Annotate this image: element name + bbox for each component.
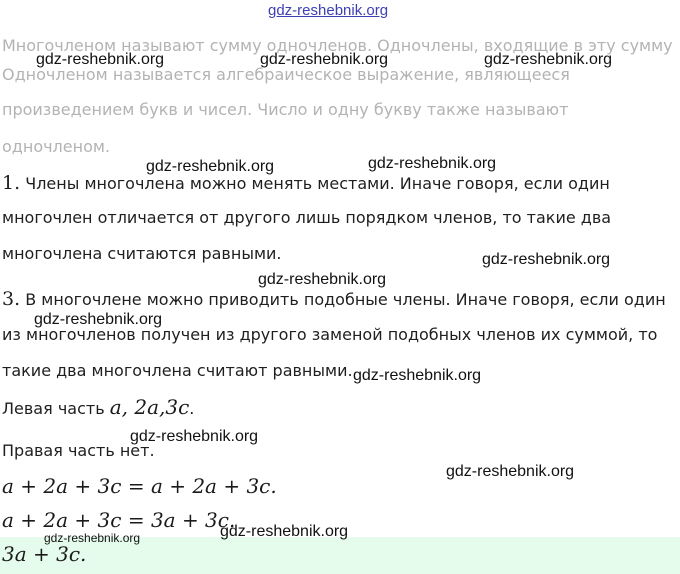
watermark: gdz-reshebnik.org [368,155,497,172]
left-part-label: Левая часть [2,399,105,418]
rule-1-line-1 [2,172,610,194]
site-header [0,0,680,26]
rule-1-line-3: многочлена считаются равными. [2,244,282,263]
left-part-end: . [189,399,195,418]
watermark: gdz-reshebnik.org [44,531,141,545]
rule-3-text-1: В многочлене можно приводить подобные члены. Иначе говоря, если один [25,290,666,309]
definition-line-2: Одночленом называется алгебраическое выражение, являющееся [2,65,570,84]
definition-line-1: Многочленом называют сумму одночленов. Одночлены, входящие в эту сумму [2,36,673,55]
equation-1-equals: = [127,474,145,498]
watermark: gdz-reshebnik.org [484,51,613,68]
definition-line-3: произведением букв и чисел. Число и одну букву также называют [2,100,569,119]
watermark: gdz-reshebnik.org [146,158,275,175]
watermark: gdz-reshebnik.org [260,51,389,68]
rule-1-text-1: Члены многочлена можно менять местами. Иначе говоря, если один [25,174,610,193]
rule-1-number: 1. [2,172,21,194]
rule-3-line-2: из многочленов получен из другого заменой подобных членов их суммой, то [2,325,658,344]
rule-3-line-1 [2,288,666,310]
right-part-line: Правая часть нет. [2,441,155,460]
definition-line-4: одночленом. [2,137,111,156]
site-link[interactable]: gdz-reshebnik.org [268,2,389,19]
equation-2-rhs: 3a + 3c. [150,508,236,532]
watermark: gdz-reshebnik.org [220,523,349,540]
equation-1-lhs: a + 2a + 3c [2,474,122,498]
watermark: gdz-reshebnik.org [446,463,575,480]
equation-1 [2,474,277,498]
answer-expression: 3a + 3c. [2,542,87,566]
watermark: gdz-reshebnik.org [34,311,163,328]
equation-2 [2,508,235,532]
equation-2-lhs: a + 2a + 3c [2,508,122,532]
left-part-line [2,395,194,419]
watermark: gdz-reshebnik.org [482,251,611,268]
equation-2-equals: = [127,508,145,532]
watermark: gdz-reshebnik.org [130,428,259,445]
rule-3-number: 3. [2,288,21,310]
watermark: gdz-reshebnik.org [36,51,165,68]
watermark: gdz-reshebnik.org [258,271,387,288]
rule-1-line-2: многочлен отличается от другого лишь порядком членов, то такие два [2,208,612,227]
equation-1-rhs: a + 2a + 3c. [150,474,277,498]
watermark: gdz-reshebnik.org [353,367,482,384]
rule-3-line-3: такие два многочлена считают равными. [2,361,353,380]
left-part-terms: a, 2a,3c [109,395,190,419]
